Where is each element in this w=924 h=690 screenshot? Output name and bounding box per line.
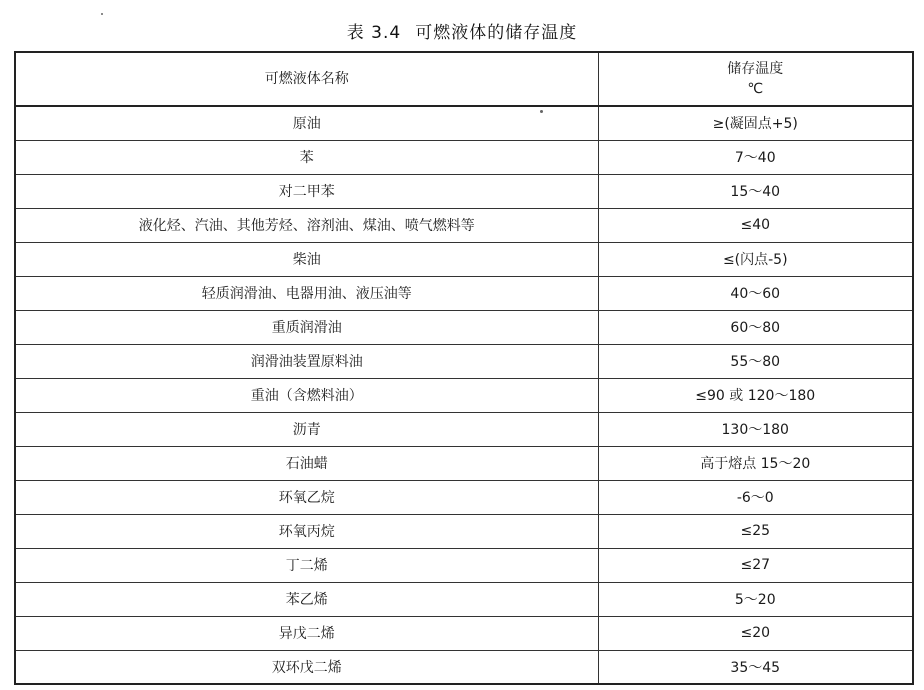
storage-temp-cell: ≤90 或 120～180 [598,378,913,412]
table-row [15,276,913,310]
header-storage-temp-label: 储存温度 [727,61,784,77]
table-row [15,378,913,412]
storage-temp-cell: ≤20 [598,616,913,650]
table-row [15,242,913,276]
table-row [15,616,913,650]
header-liquid-name-label: 可燃液体名称 [264,71,349,87]
storage-temp-cell: ≤(闪点-5) [598,242,913,276]
liquid-name-cell: 液化烃、汽油、其他芳烃、溶剂油、煤油、喷气燃料等 [15,208,598,242]
header-temp-unit: ℃ [747,81,764,97]
liquid-name-cell: 石油蜡 [15,446,598,480]
storage-temp-cell: 7～40 [598,140,913,174]
storage-temp-cell: 35～45 [598,650,913,684]
table-caption [0,18,924,43]
storage-temperature-table [14,51,914,685]
table-title: 可燃液体的储存温度 [415,23,578,43]
storage-temp-cell: -6～0 [598,480,913,514]
liquid-name-cell: 重油（含燃料油） [15,378,598,412]
liquid-name-cell: 轻质润滑油、电器用油、液压油等 [15,276,598,310]
liquid-name-cell: 异戊二烯 [15,616,598,650]
table-row [15,514,913,548]
table-row [15,582,913,616]
table-row [15,480,913,514]
liquid-name-cell: 苯乙烯 [15,582,598,616]
table-row [15,344,913,378]
table-row [15,140,913,174]
table-number: 表 3.4 [346,23,402,43]
storage-temp-cell: 60～80 [598,310,913,344]
liquid-name-cell: 柴油 [15,242,598,276]
table-body [15,106,913,684]
liquid-name-cell: 对二甲苯 [15,174,598,208]
table-row [15,446,913,480]
storage-temp-cell: 40～60 [598,276,913,310]
table-row [15,208,913,242]
table-row [15,548,913,582]
storage-temp-cell: 130～180 [598,412,913,446]
storage-temp-cell: 15～40 [598,174,913,208]
liquid-name-cell: 苯 [15,140,598,174]
storage-temp-cell: ≤40 [598,208,913,242]
liquid-name-cell: 丁二烯 [15,548,598,582]
table-row [15,106,913,140]
storage-temp-cell: 高于熔点 15～20 [598,446,913,480]
table-row [15,310,913,344]
liquid-name-cell: 沥青 [15,412,598,446]
storage-temp-cell: 55～80 [598,344,913,378]
storage-temp-cell: ≤25 [598,514,913,548]
table-row [15,412,913,446]
liquid-name-cell: 双环戊二烯 [15,650,598,684]
liquid-name-cell: 环氧丙烷 [15,514,598,548]
storage-temp-cell: 5～20 [598,582,913,616]
scan-speck [101,13,103,15]
storage-temp-cell: ≥(凝固点+5) [598,106,913,140]
table-row [15,174,913,208]
header-liquid-name [15,52,598,106]
header-storage-temp [598,52,913,106]
liquid-name-cell: 润滑油装置原料油 [15,344,598,378]
liquid-name-cell: 原油 [15,106,598,140]
liquid-name-cell: 重质润滑油 [15,310,598,344]
table-header-row [15,52,913,106]
table-row [15,650,913,684]
liquid-name-cell: 环氧乙烷 [15,480,598,514]
storage-temp-cell: ≤27 [598,548,913,582]
